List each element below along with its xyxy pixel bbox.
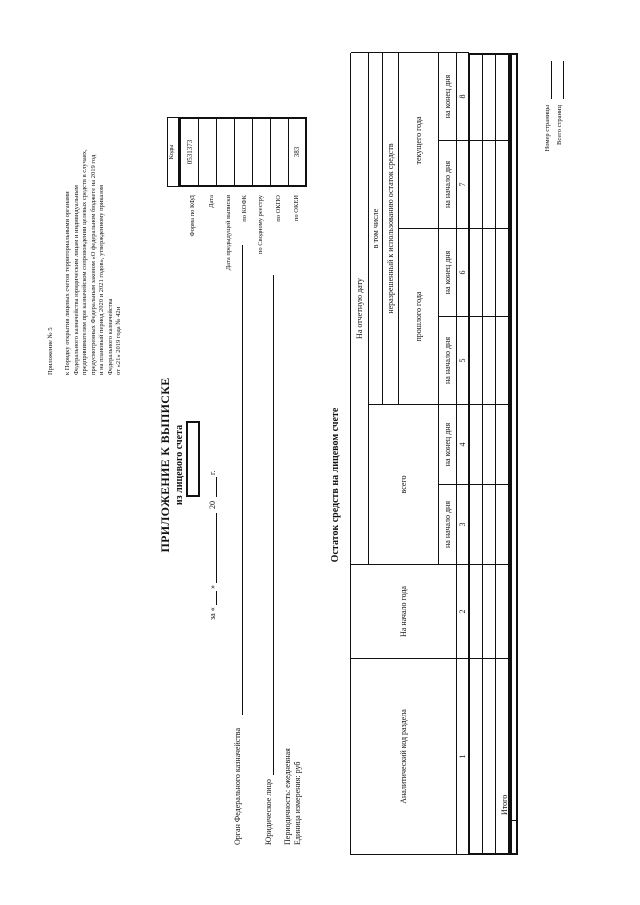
th-num-1: 1: [457, 658, 469, 854]
codes-header: Коды: [168, 144, 175, 160]
th-day-start-3: на начало дня: [439, 484, 457, 564]
footer-page-no: Номер страницы: [544, 105, 551, 152]
th-day-start-5: на начало дня: [439, 316, 457, 404]
appendix-line-1: к Порядку открытия лицевых счетов территориальными органами: [64, 191, 71, 375]
th-total: всего: [369, 404, 439, 564]
form-subtitle: из лицевого счета: [174, 424, 185, 506]
code-label-form: Форма по КФД: [189, 195, 196, 237]
form-title: ПРИЛОЖЕНИЕ К ВЫПИСКЕ: [158, 377, 172, 553]
field-organ: Орган Федерального казначейства: [233, 727, 242, 845]
th-num-3: 3: [457, 484, 469, 564]
field-organ-line: [242, 245, 243, 715]
th-prev-year: прошлого года: [399, 228, 439, 404]
data-rows-box: [468, 53, 510, 855]
date-prefix: за «: [208, 607, 217, 620]
code-label-date: Дата: [208, 195, 215, 208]
code-label-okei: по ОКЕИ: [293, 195, 300, 222]
th-num-5: 5: [457, 316, 469, 404]
th-code: Аналитический код раздела: [351, 658, 457, 854]
codes-table: [179, 117, 307, 187]
field-legal-line: [273, 275, 274, 775]
appendix-line-4: предусмотренных Федеральным законом «О федеральном бюджете на 2019 год: [89, 154, 97, 375]
th-incl: в том числе: [369, 52, 383, 404]
th-num-8: 8: [457, 52, 469, 140]
code-label-okpo: по ОКПО: [275, 195, 282, 222]
code-value-kofk: [235, 119, 253, 185]
code-label-prev-date: Дата предыдущей выписки: [225, 195, 232, 271]
th-num-6: 6: [457, 228, 469, 316]
th-day-start-7: на начало дня: [439, 140, 457, 228]
date-year: 20: [208, 501, 217, 509]
th-year-start: На начало года: [351, 564, 457, 658]
total-label: Итого: [500, 794, 509, 815]
appendix-line-6: Федерального казначейства: [106, 298, 114, 375]
appendix-line-5: и на плановый период 2020 и 2021 годов», утвержденному приказом: [98, 184, 105, 375]
appendix-line-2: Федерального казначейства юридическим лицам и индивидуальным: [72, 185, 80, 375]
footer-page-total-line: [563, 61, 564, 99]
total-row-box: [510, 53, 518, 855]
date-year-suffix: г.: [208, 470, 217, 475]
field-period: Периодичность: ежедневная: [283, 748, 292, 845]
date-mid: »: [208, 585, 217, 589]
appendix-line-3: предпринимателям при казначейском сопровождении целевых средств в случаях,: [81, 149, 88, 375]
code-value-date: [199, 119, 217, 185]
code-value-okpo: [271, 119, 289, 185]
footer-page-no-line: [551, 61, 552, 99]
code-value-svodny: [253, 119, 271, 185]
appendix-line-7: от «21» 2019 года № 42н: [115, 306, 122, 375]
section-title: Остаток средств на лицевом счете: [330, 407, 341, 563]
code-value-okei: 383: [293, 146, 301, 158]
th-report-date: На отчетную дату: [351, 52, 369, 564]
th-day-end-8: на конец дня: [439, 52, 457, 140]
total-spacer: [510, 820, 518, 855]
th-num-4: 4: [457, 404, 469, 484]
footer-page-total: Всего страниц: [556, 105, 563, 145]
appendix-title: Приложение № 5: [47, 327, 54, 375]
field-legal: Юридическое лицо: [264, 779, 273, 845]
th-day-end-4: на конец дня: [439, 404, 457, 484]
code-label-svodny: по Сводному реестру: [257, 195, 264, 255]
th-day-end-6: на конец дня: [439, 228, 457, 316]
code-value-prev-date: [217, 119, 235, 185]
th-num-2: 2: [457, 564, 469, 658]
field-unit: Единица измерения: руб: [293, 761, 302, 845]
th-unrestricted: неразрешенный к использованию остаток средств: [383, 52, 399, 404]
codes-header-box: [167, 117, 179, 187]
code-label-kofk: по КОФК: [241, 195, 248, 222]
th-num-7: 7: [457, 140, 469, 228]
account-number-box: [186, 421, 200, 497]
th-cur-year: текущего года: [399, 52, 439, 228]
code-value-form: 0531373: [181, 119, 199, 185]
